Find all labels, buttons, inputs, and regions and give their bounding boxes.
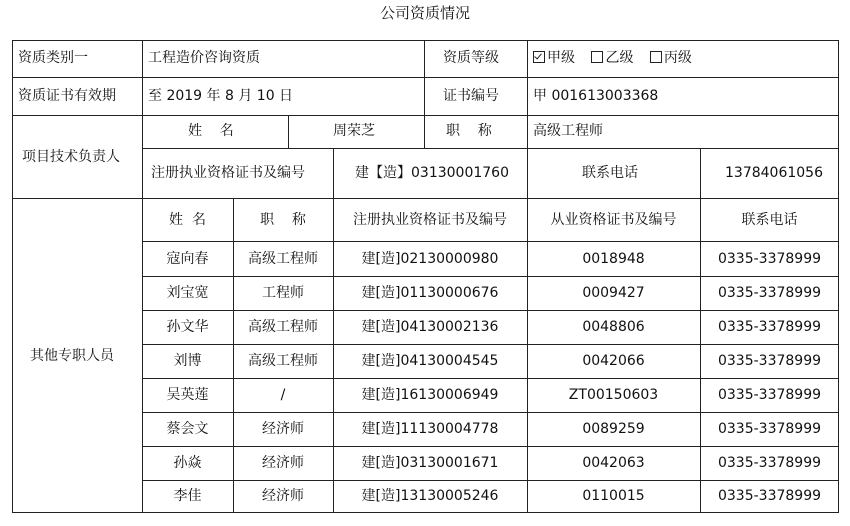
cell-practice-cert: 0089259 xyxy=(582,421,645,437)
validity-label: 资质证书有效期 xyxy=(18,88,116,104)
cell-title: / xyxy=(280,387,286,403)
tech-lead-title-label: 职 称 xyxy=(446,123,492,139)
tech-lead-phone-value: 13784061056 xyxy=(725,165,823,181)
cell-name: 蔡会文 xyxy=(166,421,209,437)
cell-reg-cert: 建[造]16130006949 xyxy=(361,387,499,403)
qualification-grade-label: 资质等级 xyxy=(443,50,499,66)
grade-option-third[interactable] xyxy=(650,50,692,66)
checkbox-checked-icon[interactable] xyxy=(533,51,545,63)
grade-option-first[interactable] xyxy=(533,50,579,66)
qualification-category-value: 工程造价咨询资质 xyxy=(148,50,260,66)
cell-title: 高级工程师 xyxy=(248,353,318,369)
cell-reg-cert: 建[造]04130004545 xyxy=(361,353,499,369)
cert-number-label: 证书编号 xyxy=(443,88,499,104)
qualification-category-label: 资质类别一 xyxy=(18,50,88,66)
col-header-practice-cert: 从业资格证书及编号 xyxy=(550,212,677,228)
grade-option-label: 丙级 xyxy=(663,50,692,66)
cell-reg-cert: 建[造]03130001671 xyxy=(361,455,499,471)
col-header-reg-cert: 注册执业资格证书及编号 xyxy=(353,212,507,228)
cell-name: 孙文华 xyxy=(166,319,209,335)
tech-lead-reg-value: 建【造】03130001760 xyxy=(355,165,509,181)
tech-lead-phone-label: 联系电话 xyxy=(582,165,638,181)
grade-option-label: 乙级 xyxy=(605,50,634,66)
checkbox-empty-icon[interactable] xyxy=(591,51,603,63)
tech-lead-section-label: 项目技术负责人 xyxy=(22,149,120,165)
cell-practice-cert: 0110015 xyxy=(582,488,645,504)
validity-value: 至 2019 年 8 月 10 日 xyxy=(148,88,294,104)
tech-lead-title-value: 高级工程师 xyxy=(533,123,603,139)
cell-name: 寇向春 xyxy=(166,251,209,267)
col-header-name: 姓 名 xyxy=(169,212,206,228)
cell-phone: 0335-3378999 xyxy=(717,319,822,335)
cell-name: 刘博 xyxy=(173,353,202,369)
cell-phone: 0335-3378999 xyxy=(717,285,822,301)
cell-practice-cert: 0042066 xyxy=(582,353,645,369)
grade-options xyxy=(533,51,692,65)
tech-lead-reg-label: 注册执业资格证书及编号 xyxy=(151,165,305,181)
cell-phone: 0335-3378999 xyxy=(717,387,822,403)
cell-title: 经济师 xyxy=(262,455,304,471)
col-header-phone: 联系电话 xyxy=(741,212,798,228)
cell-reg-cert: 建[造]01130000676 xyxy=(361,285,499,301)
cell-practice-cert: 0009427 xyxy=(582,285,645,301)
cell-phone: 0335-3378999 xyxy=(717,251,822,267)
cell-phone: 0335-3378999 xyxy=(717,421,822,437)
cell-title: 工程师 xyxy=(262,285,304,301)
cell-practice-cert: 0042063 xyxy=(582,455,645,471)
cell-reg-cert: 建[造]04130002136 xyxy=(361,319,499,335)
cell-name: 吴英莲 xyxy=(166,387,209,403)
cell-name: 刘宝宽 xyxy=(166,285,209,301)
cell-practice-cert: 0048806 xyxy=(582,319,645,335)
cell-name: 李佳 xyxy=(173,488,202,504)
cell-name: 孙焱 xyxy=(173,455,202,471)
cell-reg-cert: 建[造]02130000980 xyxy=(361,251,499,267)
staff-section-label: 其他专职人员 xyxy=(30,348,114,364)
cell-phone: 0335-3378999 xyxy=(717,488,822,504)
cell-phone: 0335-3378999 xyxy=(717,353,822,369)
cell-phone: 0335-3378999 xyxy=(717,455,822,471)
cell-title: 经济师 xyxy=(262,488,304,504)
cert-number-value: 甲 001613003368 xyxy=(533,88,659,104)
cell-title: 高级工程师 xyxy=(248,251,318,267)
cell-reg-cert: 建[造]11130004778 xyxy=(361,421,499,437)
grade-option-second[interactable] xyxy=(591,50,637,66)
cell-practice-cert: 0018948 xyxy=(582,251,645,267)
cell-title: 经济师 xyxy=(262,421,304,437)
cell-reg-cert: 建[造]13130005246 xyxy=(361,488,499,504)
page-title: 公司资质情况 xyxy=(379,4,470,22)
tech-lead-name-label: 姓 名 xyxy=(188,123,234,139)
cell-practice-cert: ZT00150603 xyxy=(568,387,659,403)
cell-title: 高级工程师 xyxy=(248,319,318,335)
tech-lead-name-value: 周荣芝 xyxy=(333,123,375,139)
col-header-title: 职 称 xyxy=(260,212,306,228)
checkbox-empty-icon[interactable] xyxy=(650,51,662,63)
grade-option-label: 甲级 xyxy=(547,50,575,66)
